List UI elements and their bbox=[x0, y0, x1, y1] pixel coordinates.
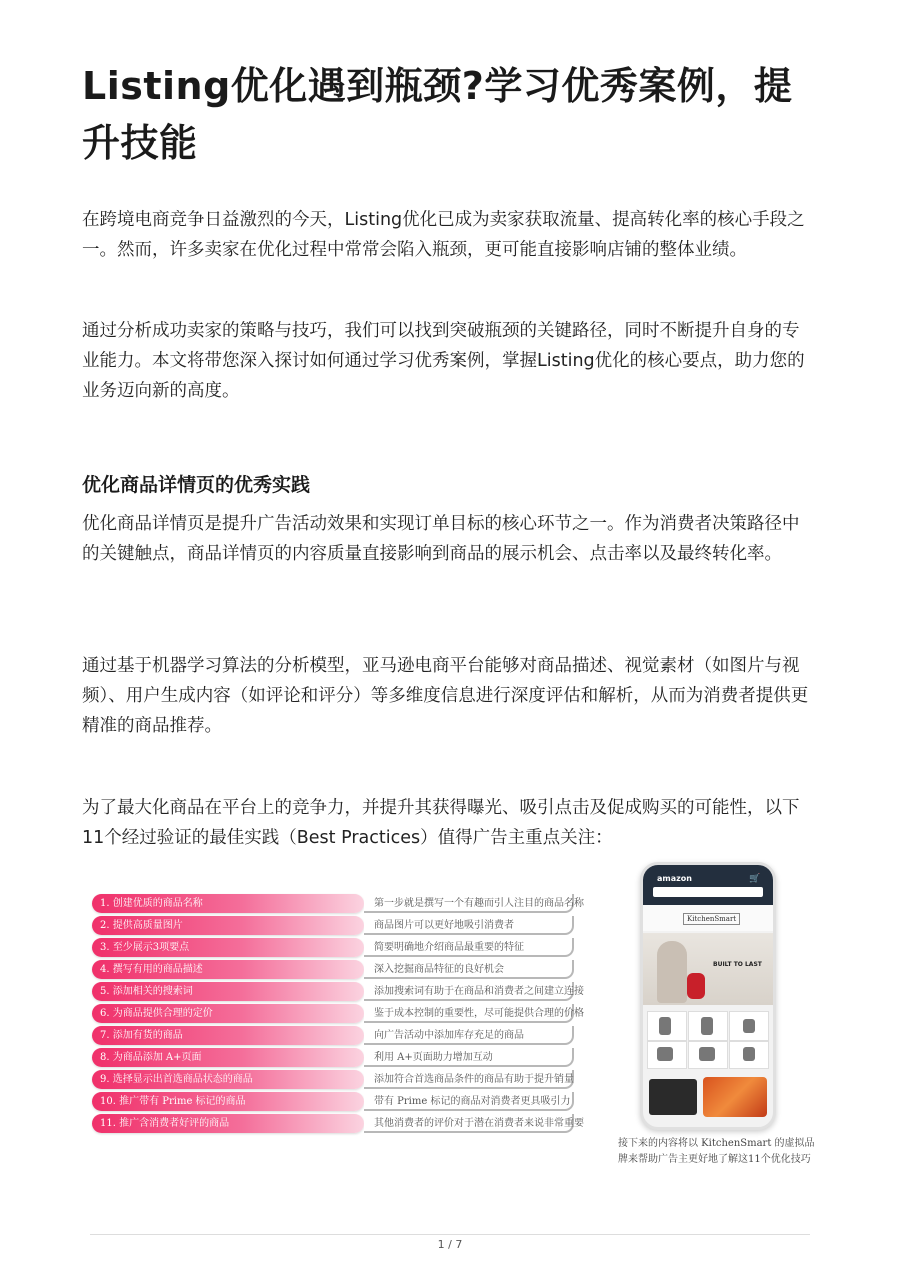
mixer-image bbox=[687, 973, 705, 999]
blender-image bbox=[701, 1017, 713, 1035]
practice-row bbox=[88, 1004, 584, 1023]
practice-desc: 添加搜索词有助于在商品和消费者之间建立连接 bbox=[374, 986, 584, 997]
practice-label: 4. 撰写有用的商品描述 bbox=[100, 964, 203, 975]
intro-paragraph-2: 通过分析成功卖家的策略与技巧，我们可以找到突破瓶颈的关键路径，同时不断提升自身的专业能力。本文将带您深入探讨如何通过学习优秀案例，掌握Listing优化的核心要点，助力您的业务迈向新的高度。 bbox=[82, 321, 805, 401]
air-fryer-image bbox=[649, 1079, 697, 1115]
practice-desc: 商品图片可以更好地吸引消费者 bbox=[374, 920, 514, 931]
practice-desc: 第一步就是撰写一个有趣而引人注目的商品名称 bbox=[374, 898, 584, 909]
appliance-image bbox=[699, 1047, 715, 1061]
person-figure bbox=[657, 941, 687, 1003]
practice-row bbox=[88, 982, 584, 1001]
phone-header-bar bbox=[643, 865, 773, 905]
intro-paragraph-1: 在跨境电商竞争日益激烈的今天，Listing优化已成为卖家获取流量、提高转化率的核心手段之一。然而，许多卖家在优化过程中常常会陷入瓶颈，更可能直接影响店铺的整体业绩。 bbox=[82, 210, 805, 260]
practice-label: 5. 添加相关的搜索词 bbox=[100, 986, 193, 997]
practice-desc: 简要明确地介绍商品最重要的特征 bbox=[374, 942, 524, 953]
appliance-image bbox=[657, 1047, 673, 1061]
appliance-image bbox=[743, 1047, 755, 1061]
practice-row bbox=[88, 1026, 576, 1045]
practice-label: 8. 为商品添加 A+页面 bbox=[100, 1052, 202, 1063]
product-grid bbox=[647, 1011, 769, 1067]
practice-label: 1. 创建优质的商品名称 bbox=[100, 898, 203, 909]
amazon-logo: amazon bbox=[657, 874, 692, 883]
blender-image bbox=[659, 1017, 671, 1035]
footer-divider bbox=[90, 1234, 810, 1235]
practice-label: 9. 选择显示出首选商品状态的商品 bbox=[100, 1074, 253, 1085]
practice-desc: 向广告活动中添加库存充足的商品 bbox=[374, 1030, 524, 1041]
practice-label: 3. 至少展示3项要点 bbox=[100, 942, 190, 953]
hero-tagline: BUILT TO LAST bbox=[713, 961, 762, 968]
phone-mockup-image bbox=[640, 862, 776, 1130]
practice-row bbox=[88, 1114, 584, 1133]
section-paragraph-2: 通过基于机器学习算法的分析模型，亚马逊电商平台能够对商品描述、视觉素材（如图片与视频）、用户生成内容（如评论和评分）等多维度信息进行深度评估和解析，从而为消费者提供更精准的商品推荐。 bbox=[82, 656, 809, 736]
practice-label: 6. 为商品提供合理的定价 bbox=[100, 1008, 213, 1019]
practice-desc: 添加符合首选商品条件的商品有助于提升销量 bbox=[374, 1074, 574, 1085]
practice-desc: 利用 A+页面助力增加互动 bbox=[374, 1052, 493, 1063]
section-paragraph-3: 为了最大化商品在平台上的竞争力，并提升其获得曝光、吸引点击及促成购买的可能性，以下11个经过验证的最佳实践（Best Practices）值得广告主重点关注： bbox=[82, 798, 800, 848]
practice-label: 11. 推广含消费者好评的商品 bbox=[100, 1118, 230, 1129]
page-number: 1 / 7 bbox=[437, 1238, 463, 1251]
best-practices-infographic bbox=[88, 890, 584, 1140]
practice-row bbox=[88, 960, 576, 979]
practice-row bbox=[88, 894, 584, 913]
mixer-image bbox=[743, 1019, 755, 1033]
image-caption: 接下来的内容将以 KitchenSmart 的虚拟品牌来帮助广告主更好地了解这11个优化技巧 bbox=[618, 1138, 815, 1165]
practice-desc: 带有 Prime 标记的商品对消费者更具吸引力 bbox=[374, 1096, 571, 1107]
product-row bbox=[647, 1075, 769, 1119]
section-heading: 优化商品详情页的优秀实践 bbox=[82, 474, 311, 496]
practice-row bbox=[88, 916, 576, 935]
practice-desc: 鉴于成本控制的重要性，尽可能提供合理的价格 bbox=[374, 1008, 584, 1019]
practice-desc: 其他消费者的评价对于潜在消费者来说非常重要 bbox=[374, 1118, 584, 1129]
food-image bbox=[703, 1077, 767, 1117]
phone-search-bar bbox=[653, 887, 763, 897]
practice-desc: 深入挖掘商品特征的良好机会 bbox=[374, 964, 504, 975]
practice-label: 2. 提供高质量图片 bbox=[100, 920, 183, 931]
brand-logo: KitchenSmart bbox=[683, 913, 740, 925]
practice-row bbox=[88, 1092, 576, 1111]
page-title: Listing优化遇到瓶颈?学习优秀案例，提升技能 bbox=[82, 64, 793, 165]
practice-label: 7. 添加有货的商品 bbox=[100, 1030, 183, 1041]
cart-icon: 🛒 bbox=[749, 874, 761, 884]
practice-row bbox=[88, 1048, 576, 1067]
practice-row bbox=[88, 938, 576, 957]
section-paragraph-1: 优化商品详情页是提升广告活动效果和实现订单目标的核心环节之一。作为消费者决策路径中的关键触点，商品详情页的内容质量直接影响到商品的展示机会、点击率以及最终转化率。 bbox=[82, 514, 800, 564]
practice-row bbox=[88, 1070, 576, 1089]
practice-label: 10. 推广带有 Prime 标记的商品 bbox=[100, 1096, 246, 1107]
